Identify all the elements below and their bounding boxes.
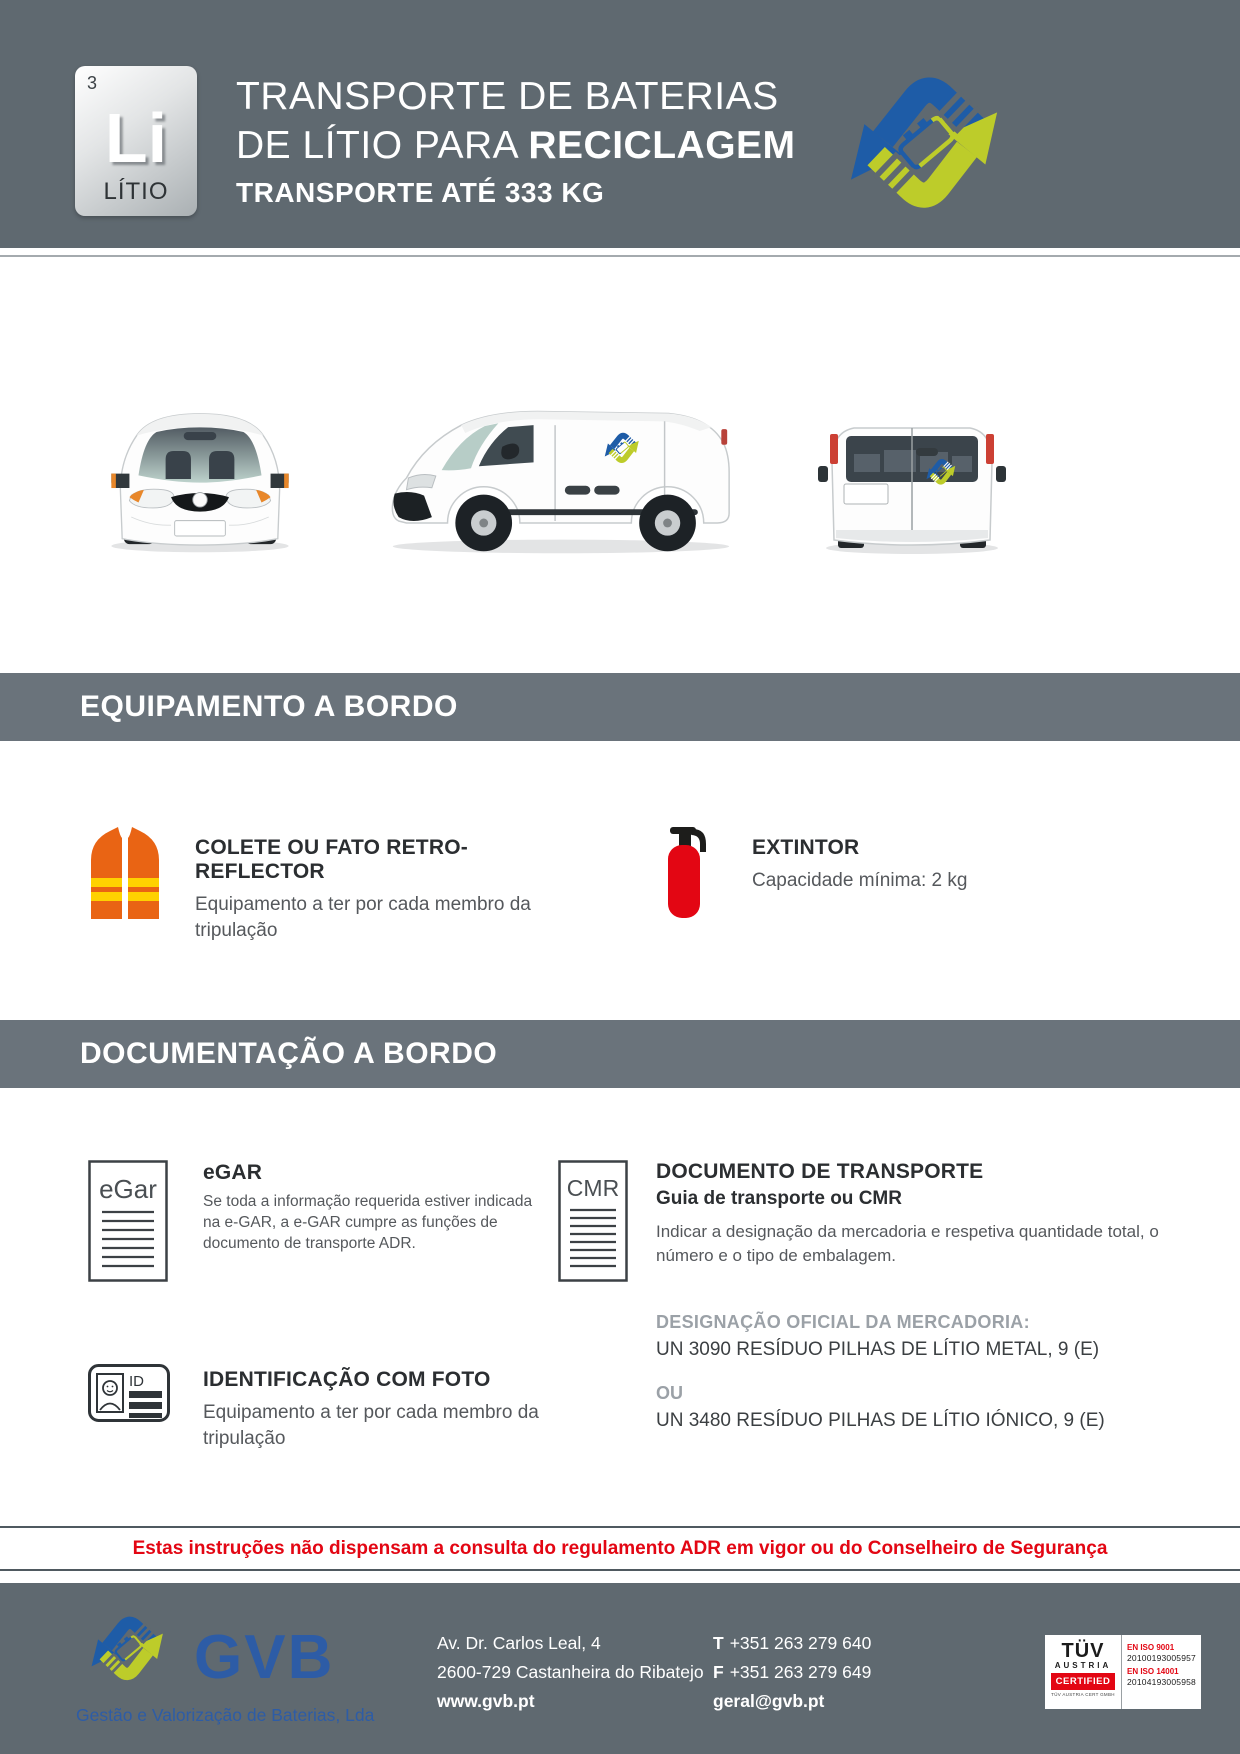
phone-label: T <box>713 1633 724 1653</box>
company-name: GVB <box>194 1623 335 1692</box>
documentation-item-egar <box>203 1161 538 1254</box>
transport-doc-title: DOCUMENTO DE TRANSPORTE <box>656 1160 984 1183</box>
designation-or-label: OU <box>656 1383 683 1403</box>
iso-14001-number: 20104193005958 <box>1127 1677 1196 1687</box>
title-line2-regular: DE LÍTIO PARA <box>236 124 529 167</box>
safety-vest-icon <box>84 824 166 922</box>
documentation-item-transport-doc <box>656 1160 1186 1268</box>
phone-number: +351 263 279 640 <box>729 1633 872 1653</box>
cmr-document-icon <box>558 1160 628 1282</box>
adr-warning-text: Estas instruções não dispensam a consulta do regulamento ADR em vigor ou do Conselheiro de Segurança <box>132 1537 1108 1559</box>
designation-label: DESIGNAÇÃO OFICIAL DA MERCADORIA: <box>656 1312 1030 1332</box>
equipment-item-extinguisher <box>752 836 1102 894</box>
email-link: geral@gvb.pt <box>713 1691 825 1711</box>
photo-id-card-icon <box>88 1364 170 1422</box>
tuv-brand-text: TÜV <box>1061 1640 1105 1662</box>
transport-doc-description: Indicar a designação da mercadoria e respetiva quantidade total, o número e o tipo de embalagem. <box>656 1222 1159 1265</box>
company-tagline: Gestão e Valorização de Baterias, Lda <box>76 1705 375 1725</box>
tuv-brand <box>1045 1642 1121 1660</box>
phone-line <box>713 1629 871 1658</box>
designation-option1: UN 3090 RESÍDUO PILHAS DE LÍTIO METAL, 9 (E) <box>656 1339 1100 1360</box>
section-equipment-title: EQUIPAMENTO A BORDO <box>80 690 458 723</box>
gvb-footer-logo <box>84 1609 186 1691</box>
id-icon-label: ID <box>129 1373 144 1390</box>
equipment-item-extinguisher-title: EXTINTOR <box>752 836 860 859</box>
tuv-org-name: TÜV AUSTRIA CERT GMBH <box>1051 1692 1115 1697</box>
cargo-designation-block <box>656 1312 1186 1432</box>
egar-document-icon <box>88 1160 168 1282</box>
website-link: www.gvb.pt <box>437 1691 535 1711</box>
contact-block <box>713 1629 871 1716</box>
address-line2: 2600-729 Castanheira do Ribatejo <box>437 1662 704 1682</box>
fire-extinguisher-icon <box>660 822 712 922</box>
tuv-country: AUSTRIA <box>1054 1661 1112 1670</box>
lithium-element-tile <box>75 66 197 216</box>
van-rear-view <box>816 408 1008 554</box>
element-symbol: Li <box>104 99 168 177</box>
egar-title: eGAR <box>203 1161 263 1184</box>
atomic-number: 3 <box>87 73 98 93</box>
egar-icon-label: eGar <box>99 1174 157 1204</box>
tuv-certified-label: CERTIFIED <box>1051 1673 1115 1690</box>
fax-line <box>713 1658 871 1687</box>
fax-label: F <box>713 1662 724 1682</box>
van-front-view <box>100 403 300 555</box>
transport-doc-subtitle: Guia de transporte ou CMR <box>656 1188 902 1209</box>
section-documentation-band <box>0 1020 1240 1088</box>
cmr-icon-label: CMR <box>566 1175 620 1201</box>
section-documentation-title: DOCUMENTAÇÃO A BORDO <box>80 1037 498 1070</box>
photo-id-description: Equipamento a ter por cada membro da tripulação <box>203 1402 539 1449</box>
equipment-item-extinguisher-description: Capacidade mínima: 2 kg <box>752 870 968 891</box>
iso-9001-number: 20100193005957 <box>1127 1653 1196 1663</box>
tuv-certification-badge <box>1045 1635 1201 1709</box>
title-line1: TRANSPORTE DE BATERIAS <box>236 75 779 118</box>
equipment-item-vest-title: COLETE OU FATO RETRO-REFLECTOR <box>195 836 468 883</box>
header-divider <box>0 255 1240 257</box>
title-line2 <box>236 121 796 170</box>
equipment-item-vest <box>195 836 545 944</box>
adr-warning-banner <box>0 1526 1240 1571</box>
header <box>0 0 1240 248</box>
tuv-logo-block <box>1045 1635 1121 1709</box>
subtitle: TRANSPORTE ATÉ 333 KG <box>236 177 605 208</box>
iso-9001-label: EN ISO 9001 <box>1127 1643 1175 1652</box>
van-side-view <box>383 398 735 556</box>
tuv-iso-block <box>1121 1635 1201 1709</box>
title-block <box>236 72 796 212</box>
equipment-item-vest-description: Equipamento a ter por cada membro da tripulação <box>195 894 531 941</box>
documentation-item-photo-id <box>203 1368 553 1452</box>
address-line1: Av. Dr. Carlos Leal, 4 <box>437 1633 601 1653</box>
footer <box>0 1583 1240 1754</box>
section-equipment-band <box>0 673 1240 741</box>
egar-description: Se toda a informação requerida estiver indicada na e-GAR, a e-GAR cumpre as funções de documento de transporte ADR. <box>203 1193 533 1252</box>
gvb-recycling-logo <box>836 62 1044 230</box>
address-block <box>437 1629 704 1716</box>
title-line2-bold: RECICLAGEM <box>528 124 796 167</box>
iso-14001-label: EN ISO 14001 <box>1127 1667 1179 1676</box>
fax-number: +351 263 279 649 <box>729 1662 872 1682</box>
photo-id-title: IDENTIFICAÇÃO COM FOTO <box>203 1368 491 1391</box>
designation-option2: UN 3480 RESÍDUO PILHAS DE LÍTIO IÓNICO, 9 (E) <box>656 1410 1105 1431</box>
element-name: LÍTIO <box>103 178 169 205</box>
